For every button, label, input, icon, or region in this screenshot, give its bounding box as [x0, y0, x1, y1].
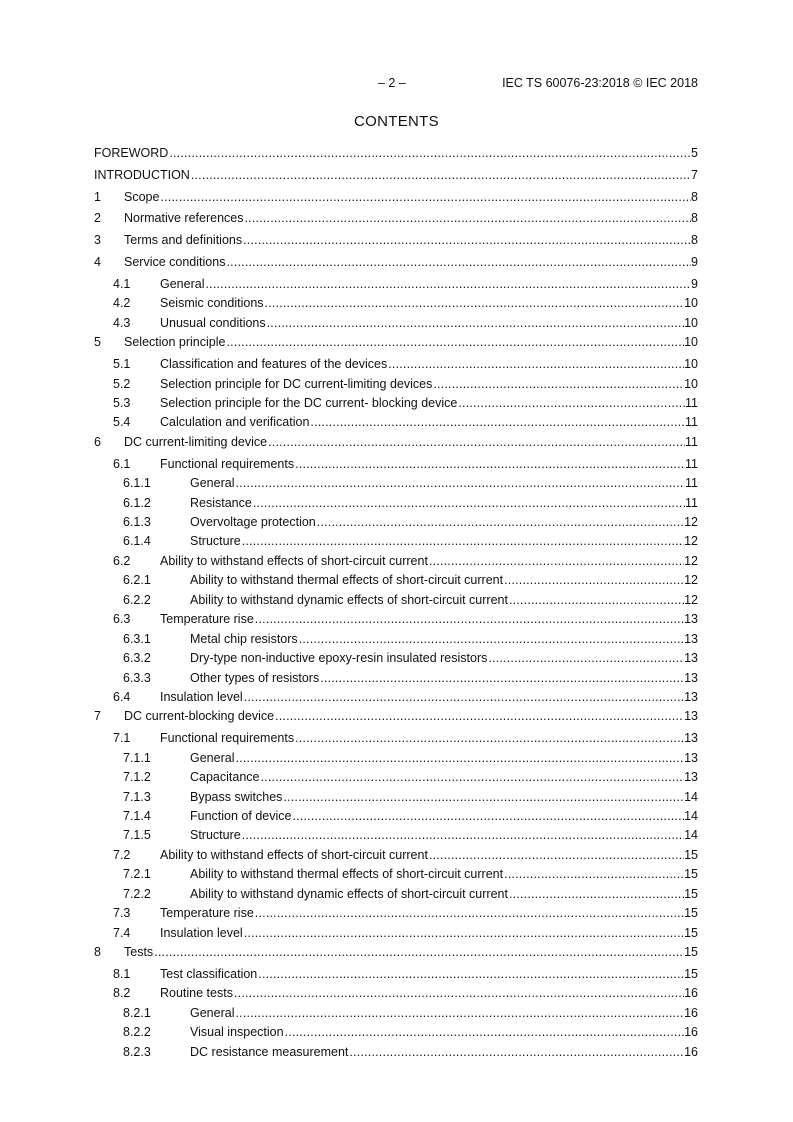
dot-leader — [503, 865, 684, 884]
toc-entry-number: 8.1 — [113, 966, 131, 981]
toc-entry-page: 15 — [684, 847, 698, 862]
toc-entry-page: 13 — [684, 709, 698, 724]
toc-entry-page: 13 — [684, 689, 698, 704]
dot-leader — [225, 253, 691, 272]
toc-entry-page: 15 — [684, 966, 698, 981]
toc-entry-label[interactable]: Ability to withstand effects of short-circuit current — [160, 847, 428, 862]
toc-entry-label[interactable]: Ability to withstand thermal effects of short-circuit current — [190, 867, 504, 882]
toc-entry-line — [94, 166, 698, 185]
toc-entry-line — [160, 275, 698, 294]
dot-leader — [168, 144, 691, 163]
dot-leader — [159, 188, 691, 207]
toc-entry-line — [190, 749, 698, 768]
toc-entry-line — [124, 333, 698, 352]
toc-entry-line — [124, 707, 698, 726]
toc-entry-line — [190, 1023, 698, 1042]
toc-entry-page: 8 — [691, 211, 698, 226]
toc-entry-line — [190, 532, 698, 551]
toc-entry-line — [190, 591, 698, 610]
toc-entry[interactable] — [94, 924, 698, 943]
toc-entry-page: 9 — [691, 255, 698, 270]
toc-entry-number: 6.2 — [113, 553, 131, 568]
toc-entry[interactable] — [94, 807, 698, 826]
dot-leader — [274, 707, 684, 726]
toc-entry-page: 13 — [684, 612, 698, 627]
toc-entry-page: 16 — [684, 1044, 698, 1059]
toc-entry-page: 11 — [685, 456, 698, 471]
toc-entry-line — [160, 375, 698, 394]
toc-entry[interactable] — [94, 188, 698, 207]
toc-entry-page: 13 — [684, 770, 698, 785]
toc-entry-line — [160, 984, 698, 1003]
toc-entry-page: 15 — [684, 886, 698, 901]
toc-entry-line — [190, 669, 698, 688]
page-title: CONTENTS — [354, 113, 439, 130]
toc-entry-label[interactable]: Selection principle for the DC current- blocking device — [160, 395, 458, 410]
toc-entry-line — [160, 729, 698, 748]
toc-entry-page: 7 — [691, 167, 698, 182]
toc-entry-line — [190, 826, 698, 845]
toc-entry-line — [190, 649, 698, 668]
toc-entry[interactable] — [94, 166, 698, 185]
toc-entry-number: 6.1.1 — [123, 476, 151, 491]
toc-entry-line — [160, 965, 698, 984]
toc-entry[interactable] — [94, 294, 698, 313]
toc-entry-label[interactable]: Ability to withstand dynamic effects of short-circuit current — [190, 886, 508, 901]
toc-entry-label[interactable]: Functional requirements — [160, 456, 295, 471]
toc-entry-page: 13 — [684, 651, 698, 666]
toc-entry-number: 6.3 — [113, 612, 131, 627]
toc-entry-line — [190, 513, 698, 532]
toc-entry-label[interactable]: Visual inspection — [190, 1025, 284, 1040]
toc-entry-line — [190, 630, 698, 649]
toc-entry-number: 6.2.1 — [123, 573, 151, 588]
toc-entry[interactable] — [94, 610, 698, 629]
toc-entry[interactable] — [94, 826, 698, 845]
toc-entry-line — [160, 394, 698, 413]
dot-leader — [316, 513, 684, 532]
toc-entry-page: 10 — [684, 335, 698, 350]
toc-entry-line — [124, 209, 698, 228]
toc-entry-page: 12 — [684, 534, 698, 549]
dot-leader — [234, 474, 685, 493]
toc-entry[interactable] — [94, 433, 698, 452]
toc-entry-label[interactable]: FOREWORD — [94, 146, 169, 160]
dot-leader — [233, 984, 684, 1003]
toc-entry-label[interactable]: Insulation level — [160, 689, 243, 704]
toc-entry-number: 7.3 — [113, 906, 131, 921]
toc-entry-page: 14 — [684, 828, 698, 843]
toc-entry-line — [160, 355, 698, 374]
toc-entry-line — [160, 552, 698, 571]
toc-entry-page: 12 — [684, 592, 698, 607]
dot-leader — [319, 669, 684, 688]
dot-leader — [153, 943, 684, 962]
toc-entry-page: 13 — [684, 731, 698, 746]
toc-entry-page: 5 — [691, 146, 698, 160]
toc-entry-line — [190, 865, 698, 884]
toc-entry-number: 6.1 — [113, 456, 131, 471]
toc-entry-page: 14 — [684, 789, 698, 804]
toc-entry-label[interactable]: Calculation and verification — [160, 415, 310, 430]
toc-entry[interactable] — [94, 649, 698, 668]
page-number: – 2 – — [378, 76, 406, 90]
toc-entry-number: 6.3.2 — [123, 651, 151, 666]
toc-entry-number: 6.3.3 — [123, 670, 151, 685]
toc-entry-page: 15 — [684, 867, 698, 882]
dot-leader — [428, 846, 684, 865]
toc-entry-label[interactable]: Insulation level — [160, 925, 243, 940]
toc-entry-label[interactable]: Metal chip resistors — [190, 631, 298, 646]
page-header — [94, 76, 698, 92]
dot-leader — [267, 433, 685, 452]
toc-entry-label[interactable]: Ability to withstand thermal effects of short-circuit current — [190, 573, 504, 588]
toc-entry-line — [190, 571, 698, 590]
dot-leader — [260, 768, 685, 787]
dot-leader — [204, 275, 691, 294]
toc-entry[interactable] — [94, 904, 698, 923]
dot-leader — [225, 333, 684, 352]
toc-entry-page: 16 — [684, 1005, 698, 1020]
dot-leader — [428, 552, 684, 571]
dot-leader — [257, 965, 684, 984]
toc-entry-page: 13 — [684, 670, 698, 685]
dot-leader — [508, 885, 684, 904]
dot-leader — [254, 610, 684, 629]
toc-entry-number: 5.2 — [113, 376, 131, 391]
dot-leader — [348, 1043, 684, 1062]
toc-entry-label[interactable]: Test classification — [160, 966, 258, 981]
toc-entry-label[interactable]: Bypass switches — [190, 789, 283, 804]
dot-leader — [252, 494, 685, 513]
dot-leader — [234, 1004, 684, 1023]
toc-entry-number: 5 — [94, 335, 101, 350]
toc-entry-number: 3 — [94, 233, 101, 248]
toc-entry[interactable] — [94, 513, 698, 532]
toc-entry[interactable] — [94, 984, 698, 1003]
dot-leader — [282, 788, 684, 807]
toc-entry-number: 7.2.1 — [123, 867, 151, 882]
toc-entry-label[interactable]: DC current-limiting device — [124, 434, 268, 449]
toc-entry-page: 12 — [684, 515, 698, 529]
toc-entry-number: 5.1 — [113, 357, 131, 372]
toc-entry-line — [190, 1043, 698, 1062]
toc-entry-number: 7.1.2 — [123, 770, 151, 785]
toc-entry-number: 7.1.5 — [123, 828, 151, 843]
toc-entry[interactable] — [94, 943, 698, 962]
dot-leader — [243, 924, 684, 943]
dot-leader — [487, 649, 684, 668]
toc-entry-page: 15 — [684, 906, 698, 921]
toc-entry[interactable] — [94, 788, 698, 807]
toc-entry[interactable] — [94, 1023, 698, 1042]
toc-entry-label[interactable]: Service conditions — [124, 255, 226, 270]
toc-entry-number: 7.1 — [113, 731, 131, 746]
toc-entry-line — [124, 943, 698, 962]
toc-entry[interactable] — [94, 885, 698, 904]
toc-entry-line — [94, 144, 698, 163]
toc-entry-label[interactable]: Ability to withstand effects of short-circuit current — [160, 553, 428, 568]
toc-entry-line — [160, 904, 698, 923]
toc-entry[interactable] — [94, 355, 698, 374]
toc-entry-page: 12 — [684, 573, 698, 588]
toc-entry[interactable] — [94, 375, 698, 394]
toc-entry-label[interactable]: DC resistance measurement — [190, 1044, 349, 1059]
toc-entry[interactable] — [94, 688, 698, 707]
dot-leader — [242, 231, 691, 250]
toc-entry[interactable] — [94, 394, 698, 413]
toc-entry-number: 4.2 — [113, 296, 131, 311]
toc-entry-label[interactable]: Dry-type non-inductive epoxy-resin insulated resistors — [190, 651, 488, 666]
toc-entry-line — [160, 924, 698, 943]
toc-entry-label[interactable]: Selection principle for DC current-limiting devices — [160, 376, 433, 391]
toc-entry[interactable] — [94, 591, 698, 610]
dot-leader — [291, 807, 684, 826]
toc-entry-line — [190, 768, 698, 787]
dot-leader — [241, 826, 684, 845]
toc-entry[interactable] — [94, 865, 698, 884]
dot-leader — [508, 591, 684, 610]
toc-entry-number: 7.2 — [113, 847, 131, 862]
toc-entry-number: 6.3.1 — [123, 631, 151, 646]
toc-entry[interactable] — [94, 768, 698, 787]
toc-entry-number: 8 — [94, 945, 101, 960]
toc-entry-number: 7 — [94, 709, 101, 724]
toc-entry[interactable] — [94, 846, 698, 865]
dot-leader — [266, 314, 684, 333]
dot-leader — [244, 209, 692, 228]
toc-entry[interactable] — [94, 1043, 698, 1062]
toc-entry[interactable] — [94, 144, 698, 163]
dot-leader — [284, 1023, 685, 1042]
dot-leader — [294, 729, 684, 748]
toc-entry-number: 6.1.2 — [123, 495, 151, 510]
toc-entry-page: 12 — [684, 553, 698, 568]
standard-reference: IEC TS 60076-23:2018 © IEC 2018 — [502, 76, 698, 90]
toc-entry-page: 8 — [691, 233, 698, 248]
toc-entry-number: 1 — [94, 189, 101, 204]
toc-entry-page: 11 — [685, 434, 698, 449]
toc-entry-number: 4 — [94, 255, 101, 270]
toc-entry-label[interactable]: General — [190, 476, 235, 491]
toc-entry-line — [160, 413, 698, 432]
toc-entry-label[interactable]: Function of device — [190, 808, 292, 823]
toc-entry-label[interactable]: Tests — [124, 945, 154, 960]
toc-entry-label[interactable]: Selection principle — [124, 335, 226, 350]
toc-entry-label[interactable]: General — [190, 1005, 235, 1020]
dot-leader — [294, 455, 685, 474]
toc-entry[interactable] — [94, 333, 698, 352]
toc-entry-number: 6.1.3 — [123, 515, 151, 529]
toc-entry-label[interactable]: General — [160, 276, 205, 291]
toc-entry-number: 6 — [94, 434, 101, 449]
toc-entry[interactable] — [94, 707, 698, 726]
toc-entry-page: 9 — [691, 276, 698, 291]
toc-entry-number: 8.2.2 — [123, 1025, 151, 1040]
toc-entry-label[interactable]: Other types of resistors — [190, 670, 320, 685]
toc-entry-label[interactable]: Classification and features of the devices — [160, 357, 388, 372]
toc-entry-number: 7.1.3 — [123, 789, 151, 804]
toc-entry-line — [124, 188, 698, 207]
toc-entry-number: 7.1.4 — [123, 808, 151, 823]
toc-entry-page: 10 — [684, 296, 698, 311]
toc-entry-number: 7.1.1 — [123, 750, 151, 765]
toc-entry-line — [160, 314, 698, 333]
dot-leader — [432, 375, 684, 394]
toc-entry-line — [190, 1004, 698, 1023]
toc-entry[interactable] — [94, 1004, 698, 1023]
toc-entry-line — [190, 494, 698, 513]
toc-entry-page: 13 — [684, 631, 698, 646]
toc-entry-line — [124, 231, 698, 250]
dot-leader — [254, 904, 684, 923]
toc-entry-line — [160, 610, 698, 629]
toc-entry-number: 5.4 — [113, 415, 131, 430]
toc-entry-label[interactable]: Structure — [190, 828, 241, 843]
toc-entry-line — [190, 885, 698, 904]
toc-entry-line — [160, 294, 698, 313]
dot-leader — [309, 413, 685, 432]
toc-entry[interactable] — [94, 455, 698, 474]
toc-entry-label[interactable]: Temperature rise — [160, 612, 254, 627]
toc-entry-page: 15 — [684, 945, 698, 960]
dot-leader — [234, 749, 684, 768]
dot-leader — [264, 294, 685, 313]
toc-entry-label[interactable]: INTRODUCTION — [94, 167, 190, 182]
toc-entry-line — [160, 455, 698, 474]
toc-entry-line — [124, 433, 698, 452]
toc-entry-page: 10 — [684, 357, 698, 372]
toc-entry-page: 11 — [685, 495, 698, 510]
toc-entry[interactable] — [94, 729, 698, 748]
toc-entry-label[interactable]: Overvoltage protection — [190, 515, 316, 529]
dot-leader — [503, 571, 684, 590]
toc-entry-label[interactable]: Terms and definitions — [124, 233, 243, 248]
toc-entry[interactable] — [94, 552, 698, 571]
dot-leader — [298, 630, 684, 649]
toc-entry-number: 8.2 — [113, 986, 131, 1001]
toc-entry-page: 15 — [684, 925, 698, 940]
toc-entry-number: 8.2.3 — [123, 1044, 151, 1059]
toc-entry[interactable] — [94, 209, 698, 228]
toc-entry-page: 8 — [691, 189, 698, 204]
toc-entry[interactable] — [94, 314, 698, 333]
toc-entry[interactable] — [94, 494, 698, 513]
toc-entry-number: 7.4 — [113, 925, 131, 940]
toc-entry-line — [190, 788, 698, 807]
toc-entry-label[interactable]: Seismic conditions — [160, 296, 264, 311]
toc-entry-number: 6.2.2 — [123, 592, 151, 607]
toc-entry-page: 13 — [684, 750, 698, 765]
toc-entry-number: 2 — [94, 211, 101, 226]
toc-entry-number: 6.1.4 — [123, 534, 151, 549]
toc-entry[interactable] — [94, 749, 698, 768]
toc-entry-number: 4.3 — [113, 315, 131, 330]
toc-entry-label[interactable]: Resistance — [190, 495, 252, 510]
dot-leader — [387, 355, 684, 374]
toc-entry-number: 5.3 — [113, 395, 131, 410]
toc-entry-page: 14 — [684, 808, 698, 823]
toc-entry[interactable] — [94, 965, 698, 984]
toc-entry-label[interactable]: Unusual conditions — [160, 315, 266, 330]
toc-entry[interactable] — [94, 532, 698, 551]
toc-entry-page: 11 — [685, 476, 698, 491]
toc-entry-number: 6.4 — [113, 689, 131, 704]
toc-entry-label[interactable]: Routine tests — [160, 986, 233, 1001]
dot-leader — [241, 532, 684, 551]
dot-leader — [190, 166, 691, 185]
toc-entry-label[interactable]: Ability to withstand dynamic effects of short-circuit current — [190, 592, 508, 607]
toc-entry-label[interactable]: Scope — [124, 189, 160, 204]
dot-leader — [243, 688, 684, 707]
toc-entry-label[interactable]: DC current-blocking device — [124, 709, 275, 724]
toc-entry[interactable] — [94, 413, 698, 432]
toc-entry-page: 16 — [684, 1025, 698, 1040]
toc-entry-number: 7.2.2 — [123, 886, 151, 901]
toc-entry[interactable] — [94, 253, 698, 272]
toc-entry-page: 10 — [684, 315, 698, 330]
toc-entry-label[interactable]: Structure — [190, 534, 241, 549]
toc-entry-line — [190, 807, 698, 826]
toc-entry[interactable] — [94, 669, 698, 688]
toc-entry[interactable] — [94, 571, 698, 590]
toc-entry-label[interactable]: General — [190, 750, 235, 765]
toc-entry-label[interactable]: Temperature rise — [160, 906, 254, 921]
toc-entry-line — [124, 253, 698, 272]
toc-entry[interactable] — [94, 231, 698, 250]
toc-entry-label[interactable]: Functional requirements — [160, 731, 295, 746]
toc-entry[interactable] — [94, 630, 698, 649]
toc-entry-page: 16 — [684, 986, 698, 1001]
toc-entry-number: 8.2.1 — [123, 1005, 151, 1020]
toc-entry[interactable] — [94, 275, 698, 294]
toc-entry-label[interactable]: Capacitance — [190, 770, 260, 785]
toc-entry-line — [160, 846, 698, 865]
toc-entry[interactable] — [94, 474, 698, 493]
toc-entry-label[interactable]: Normative references — [124, 211, 244, 226]
toc-entry-page: 11 — [685, 395, 698, 410]
toc-entry-page: 10 — [684, 376, 698, 391]
dot-leader — [457, 394, 685, 413]
table-of-contents — [94, 144, 698, 1062]
toc-entry-line — [160, 688, 698, 707]
toc-entry-page: 11 — [685, 415, 698, 430]
toc-entry-line — [190, 474, 698, 493]
toc-entry-number: 4.1 — [113, 276, 131, 291]
